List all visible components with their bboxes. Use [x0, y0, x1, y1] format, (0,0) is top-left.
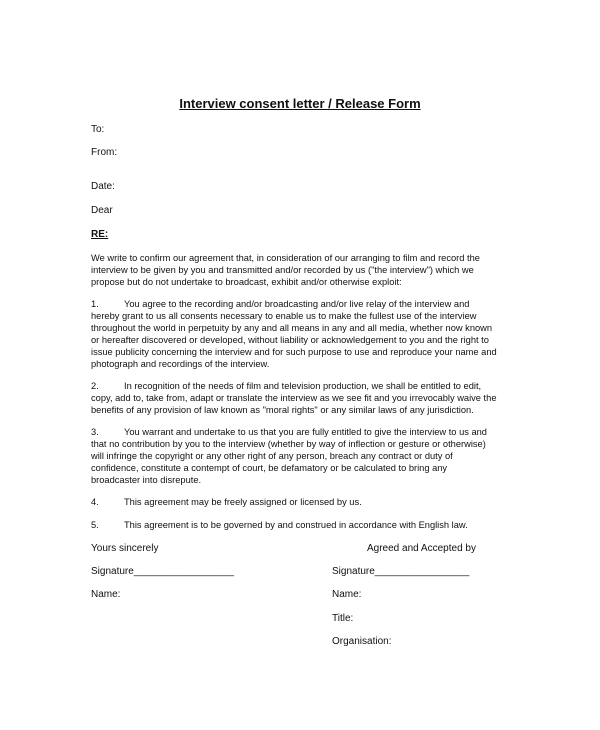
recipient-signature-line: Signature_________________ [332, 566, 470, 577]
date-label: Date: [91, 181, 115, 192]
clause-number: 4. [91, 497, 99, 507]
from-label: From: [91, 147, 118, 158]
clause-3 [91, 426, 521, 486]
intro-paragraph [91, 252, 521, 288]
dear-label: Dear [91, 205, 113, 216]
clause-line: You agree to the recording and/or broadcasting and/or live relay of the interview and [124, 299, 470, 309]
intro-line: propose but do not undertake to broadcast, exhibit and/or otherwise exploit: [91, 277, 402, 287]
clause-line: In recognition of the needs of film and television production, we shall be entitled to edit, [124, 381, 482, 391]
clause-5 [91, 519, 521, 531]
clause-line: hereby grant to us all consents necessary to enable us to make the fullest use of the interview [91, 311, 477, 321]
closing-yours-sincerely: Yours sincerely [91, 543, 159, 554]
recipient-organisation-label: Organisation: [332, 636, 392, 647]
clause-1 [91, 298, 521, 370]
clause-line: This agreement is to be governed by and construed in accordance with English law. [124, 520, 468, 530]
clause-number: 1. [91, 299, 99, 309]
closing-agreed-accepted: Agreed and Accepted by [367, 543, 476, 554]
clause-line: This agreement may be freely assigned or licensed by us. [124, 497, 362, 507]
document-title: Interview consent letter / Release Form [179, 96, 421, 111]
clause-line: copy, add to, take from, adapt or translate the interview as we see fit and you irrevocably waive the [91, 393, 497, 403]
clause-line: will infringe the copyright or any other right of any person, breach any contract or duty of [91, 451, 453, 461]
clause-line: confidence, constitute a contempt of court, be defamatory or be calculated to bring any [91, 463, 448, 473]
clause-number: 2. [91, 381, 99, 391]
re-label: RE: [91, 229, 109, 240]
sender-signature-line: Signature__________________ [91, 566, 234, 577]
to-label: To: [91, 124, 105, 135]
clause-4 [91, 496, 521, 508]
clause-line: that no contribution by you to the interview (whether by way of inflection or gesture or otherwise) [91, 439, 486, 449]
sender-name-label: Name: [91, 589, 121, 600]
clause-number: 3. [91, 427, 99, 437]
intro-line: We write to confirm our agreement that, in consideration of our arranging to film and record the [91, 253, 480, 263]
clause-line: throughout the world in perpetuity by any and all means in any and all media, whether now known [91, 323, 493, 333]
clause-number: 5. [91, 520, 99, 530]
clause-line: broadcaster into disrepute. [91, 475, 202, 485]
clause-line: You warrant and undertake to us that you are fully entitled to give the interview to us and [124, 427, 487, 437]
clause-2 [91, 380, 521, 416]
clause-line: photograph and recordings of the interview. [91, 359, 270, 369]
clause-line: or hereafter discovered or developed, without liability or acknowledgement to you and the right to [91, 335, 489, 345]
recipient-title-label: Title: [332, 613, 354, 624]
recipient-name-label: Name: [332, 589, 362, 600]
intro-line: interview to be given by you and transmitted and/or recorded by us ("the interview") which we [91, 265, 474, 275]
clause-line: benefits of any provision of law known as "moral rights" or any similar laws of any jurisdiction. [91, 405, 474, 415]
clause-line: issue publicity concerning the interview and for such purpose to use and reproduce your name and [91, 347, 497, 357]
